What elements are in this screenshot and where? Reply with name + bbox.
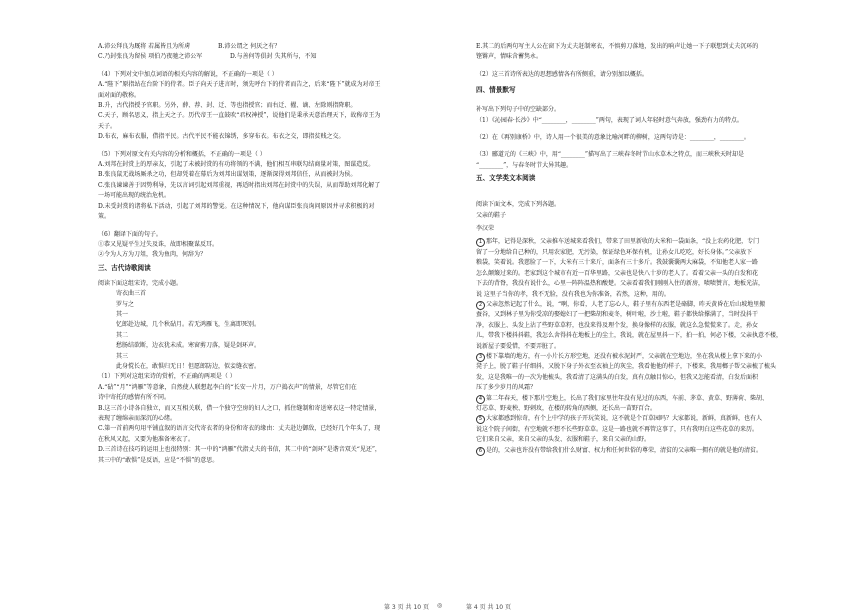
article-author: 李汉荣 [476, 225, 495, 233]
q7-option-a-line-2: 诗中寄托的感情有所不同。 [98, 394, 171, 402]
q5-stem: （5）下列对原文有关内容的分析和概括，不正确的一项是（ ） [98, 150, 266, 158]
poem-2-text: 愁肠结欲断，边衣犹未成。寒窗剪刀落，疑是剑环声。 [116, 342, 261, 350]
section-4-title: 四、情景默写 [476, 86, 516, 95]
q7-option-e-line-2: 铿锵声，情味含蓄隽永。 [476, 53, 543, 61]
q7-option-a-line-1: A.“砧”“月”“鸿雁”等意象，自然使人联想起李白的“长安一片月，万户捣衣声”的情景，尽管它们在 [98, 383, 357, 391]
q4-option-a-line-2: 面对面的敬称。 [98, 91, 141, 99]
paragraph-line: 下去的背脊，我没有说什么，心里一阵阵温热和酸楚。父亲看着我们刚刚入住的新房，啧啧赞言，地板光洁， [476, 280, 765, 288]
dictation-3-line-1: （3）郦道元的《三峡》中，用“________”描写出了三峡春冬时节山水草木之特点，而三峡秋天时却是 [476, 151, 744, 159]
paragraph-line: 楼下靠墙的地方，有一小片长方形空地，还没有被水泥封严，父亲就在空地边，坐在我从楼上拿下来的小 [486, 352, 763, 360]
paragraph-number: 1 [476, 238, 485, 247]
poem-2-label: 其二 [116, 331, 129, 339]
dictation-1: （1）《沁园春·长沙》中“________，________”两句，表现了词人年轻时意气奔放，强劲有力的特点。 [476, 116, 743, 124]
article-paragraph-3 [476, 352, 788, 394]
paragraph-number: 3 [476, 353, 485, 362]
q4-option-b: B.升，古代指授予官职。另外，薛、荐、封、迁、等也指授官；而右迁、擢、谪、左除则指降职。 [98, 102, 357, 110]
paragraph-number: 4 [476, 395, 485, 404]
poem-1-text: 忆郎赴边城，几个秋砧月。若无鸿雁飞，生离即死别。 [116, 321, 261, 329]
paragraph-line: 压了多少岁月的风霜？ [476, 384, 537, 392]
paragraph-line: 是的，父亲也许没有带给我们什么财富、权力和任何世俗的尊荣，清贫的父亲唯一拥有的就是他的清贫。 [486, 446, 763, 454]
q4-option-a-line-1: A.“陛下”原指站在台阶下的侍者。臣子向天子进言时，须先呼台下的侍者而告之，后来“陛下”就成为对帝王 [98, 81, 381, 89]
q5-option-d-line-1: D.未受封赏的诸将私下活动，引起了刘邦的警觉。在这种情况下，他向谋臣张良询问原因并寻求积极的对 [98, 202, 375, 210]
q7-option-e-line-1: E.其二的后两句写主人公在窗下为丈夫赶制寒衣，不慎剪刀落地，发出的响声让她一下子联想到丈夫沉环的 [476, 43, 759, 50]
paragraph-line: 灯芯草、野麦秧、野刺玫，在楼的转角的西侧，还长出一苗野百合。 [476, 404, 657, 412]
q3-option-c: C.乃封张良为留侯 项伯乃夜驰之沛公军 [98, 53, 203, 61]
q3-option-a: A.沛公拜良为厩将 若属皆且为所虏 [98, 43, 191, 50]
q7-option-b-line-1: B.这三首小诗各自独立，而又互相关联，借一个独守空房的妇人之口，抓住缝制和寄送寒衣这一特定情景， [98, 404, 381, 412]
poem-intro: 阅读下面这组宋诗，完成小题。 [98, 279, 183, 287]
q7-option-b-line-2: 表现了缠绵亲而深沉的心绪。 [98, 415, 177, 422]
article-paragraph-6 [476, 446, 788, 456]
paragraph-number: 2 [476, 301, 485, 310]
q3-options-row-1 [98, 42, 416, 52]
q6-sentence-1: ①恭又见疑平生过失及诛，故即相聚谋反耳。 [98, 240, 219, 248]
poem-3-text: 此身傥长在，敢惧归无日！但愿郎防边，似妾缝衣密。 [116, 362, 261, 370]
paragraph-line: 怎么颠簸过来的。老家到这个城市有近一百华里路，父亲也是快八十岁的老人了。看着父亲一头的白发和花 [476, 269, 759, 277]
paragraph-line: 蚕谷，又到林子里为你受凉的娶媳妇了一把柴胡和麦冬，树叶啦，沙土啦，鞋子都快给撑满了，当时没抖干 [476, 311, 759, 319]
q7-option-c-line-1: C.第一首前两句用平铺直叙的语言交代寄衣者的身份和寄衣的缘由：丈夫赴边御敌，已经好几个年头了，现 [98, 425, 381, 433]
article-paragraph-4 [476, 394, 788, 415]
q8-stem: （2）这三首诗所表达的思想感情各有所侧重，请分别加以概括。 [476, 70, 648, 78]
reading-intro: 阅读下面文本，完成下列各题。 [476, 201, 561, 209]
binding-mark-icon: ◎ [437, 602, 443, 609]
q7-option-d-line-1: D.三首诗在技巧的运用上也很特别：其一中的“鸿雁”代指丈夫的书信，其二中的“剑环”是谐音双关“见还”， [98, 446, 381, 454]
paragraph-number: 6 [476, 447, 485, 456]
q7-option-d-line-2: 其三中的“敢惧”是反语，应是“不惧”的意思。 [98, 456, 219, 464]
q7-option-c-line-2: 在秋风又起，又要为他准备寒衣了。 [98, 435, 195, 443]
left-page-number: 第 3 页 共 10 页 [384, 604, 429, 611]
paragraph-line: 它们来自父亲，来自父亲的头发、衣服和鞋子，来自父亲的山野。 [476, 436, 651, 444]
paragraph-line: 留了一分地给自己种的，只用农家肥，无污染，保证绿色环保有机，让孙女儿吃吃，好长身体。”父亲放下 [476, 248, 753, 256]
q4-option-c-line-2: 天子。 [98, 122, 117, 130]
article-paragraph-5 [476, 414, 788, 445]
q5-option-a: A.刘邦在封赏上的厚亲友，引起了未被封赏的有功将领的不满，他们相互串联勾结商量对策，图谋造反。 [98, 161, 375, 169]
paragraph-line: 净，衣服上、头发上沾了些野草草籽，也没来得及理个发，换身像样的衣服，就这么急慌慌来了。走，孙女 [476, 321, 759, 329]
q4-option-d: D.布衣，麻布衣服，借指平民。古代平民不能衣锦绣，多穿布衣。布衣之交，即指贫贱之交。 [98, 133, 345, 141]
q6-stem: （6）翻译下面的句子。 [98, 230, 162, 238]
dictation-2: （2）在《再别康桥》中，诗人用一个很美的意象比喻河畔的柳树，这两句诗是：________，________。 [476, 134, 750, 142]
q5-option-b: B.张良鼠无战场厮杀之功，但却凭着在幕后为刘邦出谋划策，逐渐深得刘邦信任，从而被封为侯。 [98, 171, 357, 179]
paragraph-line: 凳子上，脱了鞋子仔细抖，又脱下身子外衣至衣袖上的灰尘，我看他他的样子，下楼来，我用榔子帮父亲梳了梳头 [476, 363, 777, 371]
article-title: 父亲的鞋子 [476, 211, 507, 219]
paragraph-line: 父亲忽然记起了什么，说，“啊，你看，人老了忘心人，鞋子里有东西老是硌脚，昨天黄昏在后山坡地里搬 [486, 300, 766, 308]
paragraph-line: 儿，带我下楼抖抖鞋，我怎么舍得抖在地板上的尘土，我说，就在屋里抖一下，拍一拍，何必下楼，父亲执意不楼， [476, 332, 783, 340]
left-page [0, 0, 430, 608]
poem-title: 寄衣曲三首 [116, 290, 147, 298]
paragraph-line: 第二年春天，楼下那片空地上，长出了我们家里往年没有见过的东西，车前、茅草、黄草、野薄荷、柴胡、 [486, 394, 769, 402]
article-paragraph-1 [476, 237, 788, 299]
poem-1-label: 其一 [116, 310, 129, 318]
poem-3-label: 其三 [116, 352, 129, 360]
paragraph-line: 大家都感到惊奇，有个上中学的孩子开玩笑说，这不就是个百草园吗？大家都说，新鲜，真新鲜，也有人 [486, 415, 763, 423]
q5-option-d-line-2: 策。 [98, 213, 111, 221]
q5-option-c-line-1: C.张良谏谏善于因势利导，先以言词引起刘邦重视，再适时指出刘邦在封赏中的失误，从而帮助刘邦化解了 [98, 181, 381, 189]
dictation-intro: 补写出下列句子中的空缺部分。 [476, 106, 561, 114]
q7-stem: （1）下列对这组宋诗的赏析，不正确的两项是（ ） [98, 373, 236, 381]
section-5-title: 五、文学类文本阅读 [476, 174, 536, 183]
paragraph-line: 说新屋子要爱惜，不要弄脏了。 [476, 342, 561, 350]
poem-author: 罗与之 [116, 300, 135, 308]
article-paragraph-2 [476, 300, 788, 352]
q3-options-row-2 [98, 52, 416, 62]
q4-option-c-line-1: C.天子，顾名思义，指上天之子。历代帝王一直鼓吹“君权神授”，说他们是秉承天意治理天下，故称帝王为 [98, 112, 381, 120]
q4-stem: （4）下列对文中加点词语的相关内容的解说，不正确的一项是（ ） [98, 70, 278, 78]
paragraph-line: 粮袋，笑着说。我慈脸了一下，大米有三十来斤，面条有三十多斤。我鼓囊囊两大麻袋，不知他老人家一路 [476, 259, 759, 267]
q6-sentence-2: ②令为人方为刀俎，我为鱼肉，何辞为？ [98, 251, 207, 259]
paragraph-number: 5 [476, 415, 485, 424]
article-body [476, 237, 788, 456]
right-page [430, 0, 860, 608]
q3-option-d: D.与善何等俱封 失其所与，不知 [230, 53, 317, 61]
dictation-3-line-2: “________”，与春冬时节大异其趣。 [476, 161, 573, 169]
right-page-number: 第 4 页 共 10 页 [466, 604, 511, 611]
section-3-title: 三、古代诗歌阅读 [98, 263, 151, 272]
paragraph-line: 说 这里子当你的孝，我不无脸，没有我也为你准备，若然，这种，用的。 [476, 290, 670, 298]
paragraph-line: 说这个院子间街，有空地就不想不长些野草草。这是一路也就不再管这事了，只有我明白这些花草的来历。 [476, 425, 759, 433]
q5-option-c-line-2: 一场可能出现的统治危机。 [98, 192, 171, 200]
paragraph-line: 发，这是我唯一的一次为他梳头，我看清了这满头的白发，真有点触目惊心，但我又怎能看清，白发后面积 [476, 373, 759, 381]
paragraph-line: 那年，记得是深秋，父亲推车送城来看我们，带来了田里新收的大米和一袋面条，“没上农药化肥，专门 [486, 238, 760, 246]
q3-option-b: B.沛公谓之 何厌之有？ [218, 43, 281, 50]
